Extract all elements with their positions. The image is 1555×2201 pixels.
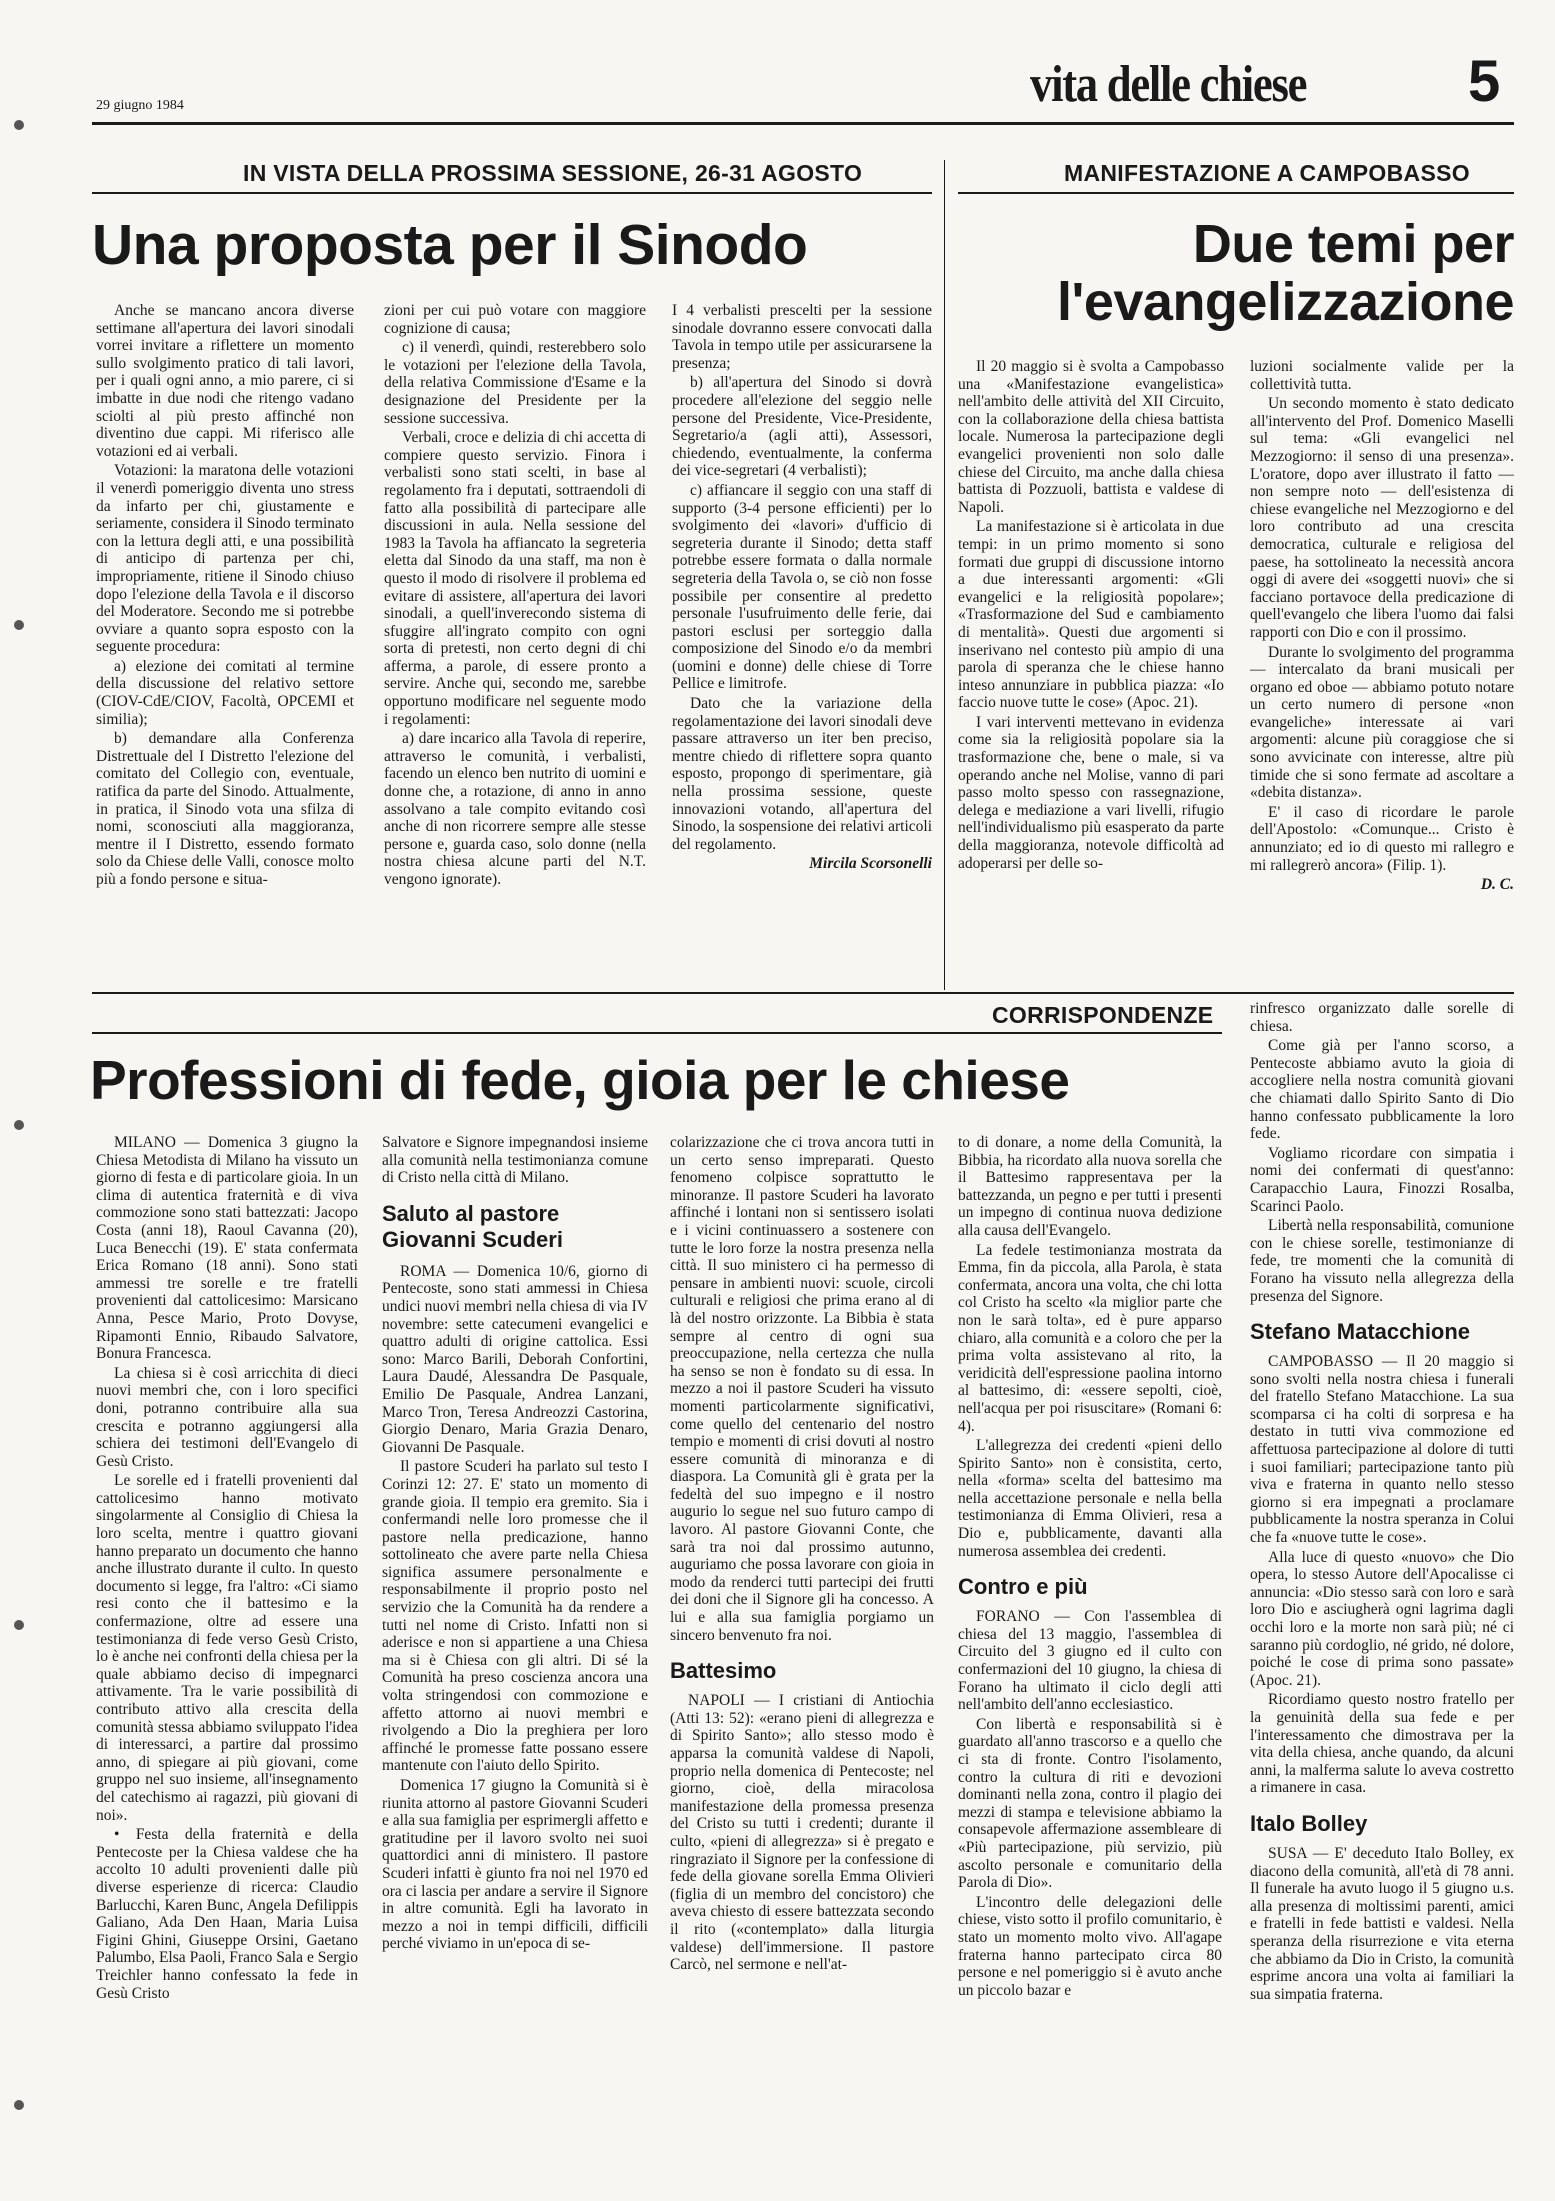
paragraph: I vari interventi mettevano in evidenza come sia la religiosità popolare sia la trasformazione che, bene o male, si va operando anche nel Molise, vanno di pari passo molto spesso con rassegnazione, delega e mediazione a vari livelli, rifugio nell'individualismo più esasperato da parte della maggioranza, notevole difficoltà ad adoperarsi per delle so- (958, 713, 1224, 872)
punch-hole (14, 620, 24, 630)
paragraph: rinfresco organizzato dalle sorelle di chiesa. (1250, 1000, 1514, 1035)
punch-hole (14, 120, 24, 130)
paragraph: a) elezione dei comitati al termine della discussione del relativo settore (CIOV-CdE/CIOV, Facoltà, OPCEMI et similia); (96, 657, 354, 728)
sinodo-column-1 (96, 302, 354, 986)
paragraph: Come già per l'anno scorso, a Pentecoste abbiamo avuto la gioia di accogliere nella nostra comunità giovani che chiamati dallo Spirito Santo di Dio hanno confessato pubblicamente la loro fede. (1250, 1037, 1514, 1143)
paragraph: Salvatore e Signore impegnandosi insieme alla comunità nella testimonianza comune di Cristo nella città di Milano. (382, 1134, 648, 1187)
campobasso-headline (1020, 215, 1514, 331)
kicker-rule (92, 1032, 1222, 1034)
page-number: 5 (1468, 49, 1501, 114)
paragraph: zioni per cui può votare con maggiore cognizione di causa; (384, 302, 646, 337)
paragraph: La manifestazione si è articolata in due tempi: in un primo momento si sono formati due gruppi di discussione intorno a due interessanti argomenti: «Gli evangelici e la religiosità popolare»; «Trasformazione del Sud e cambiamento di mentalità». Questi due argomenti si inserivano nel contesto più ampio di una parola di speranza che le chiese hanno inteso annunziare in pubblica piazza: «Io faccio nuove tutte le cose» (Apoc. 21). (958, 518, 1224, 712)
sinodo-headline: Una proposta per il Sinodo (92, 213, 808, 277)
paragraph: MILANO — Domenica 3 giugno la Chiesa Metodista di Milano ha vissuto un giorno di festa e di particolare gioia. In un clima di autentica fraternità e di viva commozione sono stati battezzati: Jacopo Costa (anni 18), Raoul Cavanna (20), Luca Benecchi (19). E' stata confermata Erica Romano (18 anni). Sono stati ammessi tre sorelle e tre fratelli provenienti dal cattolicesimo: Marsicano Anna, Pesce Mario, Proto Dovyse, Ripamonti Ennio, Ribaudo Salvatore, Bonura Francesca. (96, 1134, 358, 1363)
paragraph: Un secondo momento è stato dedicato all'intervento del Prof. Domenico Maselli sul tema: «Gli evangelici nel Mezzogiorno: il senso di una presenza». L'oratore, dopo aver illustrato il fatto — non sempre noto — dell'esistenza di chiese evangeliche nel Mezzogiorno e del loro contributo ad una crescita democratica, culturale e religiosa del paese, ha sottolineato la necessità ancora oggi di avere dei «soggetti nuovi» che si facciano portavoce della predicazione di quell'evangelo che libera l'uomo dai falsi rapporti con Dio e con il prossimo. (1250, 395, 1514, 641)
paragraph: luzioni socialmente valide per la collettività tutta. (1250, 358, 1514, 393)
paragraph: a) dare incarico alla Tavola di reperire, attraverso le comunità, i verbalisti, facendo un elenco ben nutrito di uomini e donne che, a rotazione, di anno in anno assolvano a tale compito evitando così anche di non ricorrere sempre alle stesse persone e, guarda caso, solo donne (nella nostra chiesa alcune parti del N.T. vengono ignorate). (384, 730, 646, 888)
campobasso-column-1 (958, 358, 1224, 986)
subheading: Battesimo (670, 1658, 777, 1684)
paragraph: Ricordiamo questo nostro fratello per la genuinità della sua fede e per l'interessamento che dimostrava per la vita della chiesa, anche quando, da alcuni anni, la malferma salute lo aveva costretto a rimanere in casa. (1250, 1691, 1514, 1797)
column-divider (944, 160, 945, 990)
punch-hole (14, 2100, 24, 2110)
sinodo-column-2 (384, 302, 646, 986)
paragraph: Alla luce di questo «nuovo» che Dio opera, lo stesso Autore dell'Apocalisse ci annuncia: «Dio stesso sarà con loro e sarà loro Dio e asciugherà ogni lagrima dagli occhi loro e la morte non sarà più; né ci saranno più cordoglio, né grido, né dolore, poiché le cose di prima sono passate» (Apoc. 21). (1250, 1548, 1514, 1689)
corr-column-5 (1250, 1000, 1514, 2186)
author-signature: Mircila Scorsonelli (809, 855, 932, 873)
paragraph: ROMA — Domenica 10/6, giorno di Pentecoste, sono stati ammessi in Chiesa undici nuovi membri nella chiesa di via IV novembre: sette catecumeni evangelici e quattro adulti di origine cattolica. Essi sono: Marco Barili, Deborah Confortini, Laura Daudé, Alessandra De Pasquale, Emilio De Pasquale, Andrea Lanzani, Marco Tron, Teresa Andreozzi Castorina, Giorgio Denaro, Maria Grazia Denaro, Giovanni De Pasquale. (382, 1262, 648, 1456)
paragraph: to di donare, a nome della Comunità, la Bibbia, ha ricordato alla nuova sorella che il Battesimo rappresentava per la battezzanda, un pegno e per tutti i presenti un impegno di continua nuova dedizione alla causa dell'Evangelo. (958, 1134, 1222, 1239)
corrispondenze-headline: Professioni di fede, gioia per le chiese (90, 1049, 1070, 1111)
sinodo-kicker: IN VISTA DELLA PROSSIMA SESSIONE, 26-31 AGOSTO (243, 160, 863, 186)
paragraph: c) affiancare il seggio con una staff di supporto (3-4 persone efficienti) per lo svolgimento dei «lavori» d'ufficio di segreteria durante il Sinodo; detta staff potrebbe essere formata o dalla normale segreteria della Tavola o, se ciò non fosse possibile per consentire al predetto personale l'usufruimento delle ferie, dai pastori esclusi per sorteggio dalla composizione del Sinodo e/o da membri (uomini e donne) delle chiese di Torre Pellice e limitrofe. (672, 481, 932, 693)
paragraph: CAMPOBASSO — Il 20 maggio si sono svolti nella nostra chiesa i funerali del fratello Stefano Matacchione. La sua scomparsa ci ha colti di sorpresa e ha destato in tutti viva commozione ed affettuosa partecipazione al dolore di tutti i suoi familiari; partecipazione tanto più viva e fraterna in quanto nello stesso giorno si era impegnati a proclamare pubblicamente la nostra speranza in Colui che fa «nuove tutte le cose». (1250, 1353, 1514, 1547)
corr-column-2 (382, 1134, 648, 2186)
paragraph: La chiesa si è così arricchita di dieci nuovi membri che, con i loro specifici doni, potranno contribuire alla sua crescita e potranno aggiungersi alla schiera dei testimoni dell'Evangelo di Gesù Cristo. (96, 1364, 358, 1470)
paragraph: Il pastore Scuderi ha parlato sul testo I Corinzi 12: 27. E' stato un momento di grande gioia. Il tempio era gremito. Sia i confermandi nelle loro promesse che il pastore nella predicazione, hanno sottolineato che avere parte nella Chiesa significa assumere personalmente e responsabilmente il proprio posto nel servizio che la Comunità ha da rendere a tutti nel nome di Cristo. Infatti non si aderisce e non si appartiene a una Chiesa ma si è Chiesa con gli altri. Di sé la Comunità ha preso coscienza ancora una volta stringendosi con commozione e affetto attorno ai nuovi membri e rivolgendo a Dio la preghiera per loro affinché le promesse fatte possano essere mantenute con l'aiuto dello Spirito. (382, 1458, 648, 1775)
corrispondenze-kicker: CORRISPONDENZE (992, 1002, 1214, 1028)
subheading: Italo Bolley (1250, 1810, 1368, 1836)
punch-hole (14, 1120, 24, 1130)
corr-column-4 (958, 1134, 1222, 2186)
paragraph: Dato che la variazione della regolamentazione dei lavori sinodali deve passare attraverso un iter ben preciso, mentre chiedo di riflettere sopra quanto esposto, propongo di sperimentare, già nella prossima sessione, queste innovazioni votando, all'apertura del Sinodo, la sospensione dei relativi articoli del regolamento. (672, 695, 932, 853)
paragraph: L'allegrezza dei credenti «pieni dello Spirito Santo» non è consistita, certo, nella «forma» scelta del battesimo ma nella accettazione personale e nella bella testimonianza di Emma Olivieri, resa a Dio e, pubblicamente, davanti alla numerosa assemblea dei credenti. (958, 1437, 1222, 1560)
paragraph: Il 20 maggio si è svolta a Campobasso una «Manifestazione evangelistica» nell'ambito delle attività del XII Circuito, con la collaborazione della chiesa battista locale. Numerosa la partecipazione degli evangelici provenienti non solo dalle chiese del Circuito, ma anche dalla chiesa battista di Pozzuoli, battista e valdese di Napoli. (958, 358, 1224, 516)
paragraph: Anche se mancano ancora diverse settimane all'apertura dei lavori sinodali vorrei invitare a riflettere un momento sullo svolgimento pratico di tali lavori, per i quali ogni anno, a mio parere, ci si imbatte in due nodi che ritengo vadano sciolti al più presto affinché non diventino due cappi. Mi riferisco alle votazioni ed ai verbali. (96, 302, 354, 460)
headline-line: Due temi per (1192, 214, 1514, 274)
punch-hole (14, 1620, 24, 1630)
kicker-rule (958, 192, 1514, 194)
paragraph: b) demandare alla Conferenza Distrettuale del I Distretto l'elezione del comitato del Collegio con, eventuale, ratifica da parte del Sinodo. Attualmente, in pratica, il Sinodo vota una sfilza di nomi, sconosciuti alla maggioranza, mentre il I Distretto, essendo formato solo da Chiese delle Valli, conosce molto più a fondo persone e situa- (96, 730, 354, 888)
paragraph: Le sorelle ed i fratelli provenienti dal cattolicesimo hanno motivato singolarmente al Consiglio di Chiesa la loro scelta, mentre i quattro giovani hanno preparato un documento che hanno anche illustrato durante il culto. In questo documento si legge, fra l'altro: «Ci siamo resi conto che il battesimo e la confermazione, oltre ad essere una testimonianza di fede verso Gesù Cristo, lo è anche nei confronti della chiesa per la quale abbiamo deciso di impegnarci attivamente. Tra le varie possibilità di contributo attivo alla crescita della comunità stessa abbiamo sviluppato l'idea di interessarci, a partire dal prossimo anno, di spiegare ai più giovani, come gruppo nel suo insieme, all'insegnamento del catechismo ai ragazzi, più giovani di noi». (96, 1472, 358, 1824)
paragraph: Durante lo svolgimento del programma — intercalato da brani musicali per organo ed oboe — abbiamo potuto notare un certo numero di persone «non evangeliche» interessate ai vari argomenti: alcune più coraggiose che si sono avvicinate con interesse, altre più timide che si sono fermate ad ascoltare a «debita distanza». (1250, 643, 1514, 802)
paragraph: L'incontro delle delegazioni delle chiese, visto sotto il profilo comunitario, è stato un momento molto vivo. All'agape fraterna hanno partecipato circa 80 persone e nel pomeriggio si è avuto anche un piccolo bazar e (958, 1893, 1222, 1999)
paragraph: Domenica 17 giugno la Comunità si è riunita attorno al pastore Giovanni Scuderi e alla sua famiglia per esprimergli affetto e gratitudine per il lavoro svolto nei suoi quattordici anni di ministero. Il pastore Scuderi infatti è giunto fra noi nel 1970 ed ora ci lascia per andare a servire il Signore in altre comunità. Egli ha lavorato in mezzo a noi in tempi difficili, difficili perché viviamo in un'epoca di se- (382, 1777, 648, 1953)
issue-date: 29 giugno 1984 (96, 98, 184, 113)
paragraph: NAPOLI — I cristiani di Antiochia (Atti 13: 52): «erano pieni di allegrezza e di Spirito Santo»; allo stesso modo è apparsa la comunità valdese di Napoli, proprio nella domenica di Pentecoste; nel giorno, cioè, della miracolosa manifestazione della promessa presenza del Cristo su tutti i credenti; durante il culto, «pieni di allegrezza» si è pregato e ringraziato il Signore per la confessione di fede della giovane sorella Emma Olivieri (figlia di un membro del concistoro) che aveva chiesto di essere battezzata secondo il rito («contemplato» dalla liturgia valdese) dell'immersione. Il pastore Carcò, nel sermone e nell'at- (670, 1692, 934, 1974)
paragraph: I 4 verbalisti prescelti per la sessione sinodale dovranno essere convocati dalla Tavola in tempo utile per assicurarsene la presenza; (672, 302, 932, 372)
section-rule (92, 992, 1514, 994)
paragraph: Votazioni: la maratona delle votazioni il venerdì pomeriggio diventa uno stress da infarto per chi, giustamente e seriamente, considera il Sinodo terminato con la lettura degli atti, e una possibilità di anticipo di partenza per chi, impropriamente, ritiene il Sinodo chiuso dopo l'elezione della Tavola e il discorso del Moderatore. Secondo me si potrebbe ovviare a quanto sopra esposto con la seguente procedura: (96, 462, 354, 656)
paragraph: FORANO — Con l'assemblea di chiesa del 13 maggio, l'assemblea di Circuito del 3 giugno ed il culto con confermazioni del 10 giugno, la chiesa di Forano ha ultimato il ciclo degli atti nell'ambito dell'anno ecclesiastico. (958, 1608, 1222, 1714)
paragraph: E' il caso di ricordare le parole dell'Apostolo: «Comunque... Cristo è annunziato; ed io di questo mi rallegro e mi rallegrerò ancora» (Filip. 1). (1250, 803, 1514, 874)
campobasso-column-2 (1250, 358, 1514, 986)
corr-column-3 (670, 1134, 934, 2186)
paragraph: La fedele testimonianza mostrata da Emma, fin da piccola, alla Parola, è stata confermata, ancora una volta, che chi lotta col Cristo ha scelto «la miglior parte che non le sarà tolta», ed è pure apparso chiaro, alla comunità e a coloro che per la prima volta assistevano al rito, la veridicità dell'espressione paolina intorno al battesimo, di: «essere sepolti, cioè, nell'acqua per poi risuscitare» (Romani 6: 4). (958, 1241, 1222, 1435)
section-title: vita delle chiese (1030, 56, 1307, 113)
paragraph: Libertà nella responsabilità, comunione con le chiese sorelle, testimonianze di fede, tre momenti che la comunità di Forano ha vissuto nella allegrezza della presenza del Signore. (1250, 1217, 1514, 1305)
subheading: Contro e più (958, 1574, 1088, 1600)
paragraph: c) il venerdì, quindi, resterebbero solo le votazioni per l'elezione della Tavola, della relativa Commissione d'Esame e la designazione del Presidente per la sessione successiva. (384, 339, 646, 427)
paragraph: Vogliamo ricordare con simpatia i nomi dei confermati di quest'anno: Carapacchio Laura, Finozzi Rosalba, Scarinci Paolo. (1250, 1144, 1514, 1215)
paragraph: colarizzazione che ci trova ancora tutti in un certo senso impreparati. Questo fenomeno colpisce soprattutto le minoranze. Il pastore Scuderi ha lavorato affinché i lontani non si sentissero isolati e i vicini continuassero a sostenere con tutte le loro forze la nostra presenza nella città. Il suo ministero ci ha permesso di pensare in ambienti nuovi: scuole, circoli culturali e religiosi che prima erano al di là del nostro orizzonte. La Bibbia è stata sempre al centro di ogni sua preoccupazione, nella certezza che nulla ha senso se non è fondato su di essa. In mezzo a noi il pastore Scuderi ha vissuto momenti particolarmente significativi, come quello del centenario del nostro tempio e momenti di crisi dovuti al nostro essere comunità di minoranza e di diaspora. La Comunità gli è grata per la fedeltà del suo impegno e il nostro augurio lo segue nel suo futuro campo di lavoro. Al pastore Giovanni Conte, che sarà tra noi dal prossimo autunno, auguriamo che possa lavorare con gioia in modo da renderci tutti partecipi dei frutti dei doni che il Signore gli ha concesso. A lui e alla sua famiglia porgiamo un sincero benvenuto fra noi. (670, 1134, 934, 1644)
paragraph: • Festa della fraternità e della Pentecoste per la Chiesa valdese che ha accolto 10 adulti provenienti dalle più diverse esperienze di ricerca: Claudio Barlucchi, Karen Bunc, Angela Defilippis Galiano, Ada Den Haan, Maria Luisa Figini Ghini, Giuseppe Orsini, Gaetano Palumbo, Elsa Paoli, Franco Sala e Sergio Treichler hanno confessato la fede in Gesù Cristo (96, 1826, 358, 2002)
paragraph: b) all'apertura del Sinodo si dovrà procedere all'elezione del seggio nelle persone del Presidente, Vice-Presidente, Segretario/a (agli atti), Assessori, chiedendo, eventualmente, la conferma dei vice-segretari (4 verbalisti); (672, 374, 932, 480)
kicker-rule (92, 192, 932, 194)
paragraph: Verbali, croce e delizia di chi accetta di compiere questo servizio. Finora i verbalisti sono stati scelti, in base al regolamento fra i deputati, sottraendoli di fatto alla possibilità di partecipare alle discussioni in aula. Nella sessione del 1983 la Tavola ha affiancato la segreteria eletta dal Sinodo da una staff, ma non è questo il modo di risolvere il problema ed evitare di assistere, all'apertura dei lavori sinodali, a quell'inverecondo sistema di sfuggire all'ingrato compito con ogni sorta di pretesti, non certo degni di chi afferma, a parole, di essere pronto a servire. Anche qui, secondo me, sarebbe opportuno modificare nel seguente modo i regolamenti: (384, 429, 646, 728)
corr-column-1 (96, 1134, 358, 2186)
subheading: Saluto al pastore Giovanni Scuderi (382, 1200, 563, 1252)
masthead-rule (92, 122, 1514, 125)
campobasso-kicker: MANIFESTAZIONE A CAMPOBASSO (1064, 160, 1470, 186)
headline-line: l'evangelizzazione (1057, 272, 1514, 332)
paragraph: Con libertà e responsabilità si è guardato all'anno trascorso e a quello che ci sta di fronte. Contro l'isolamento, contro la cultura di riti e devozioni dominanti nella zona, contro il plagio dei mezzi di stampa e televisione abbiamo la consapevole affermazione assembleare di «Più partecipazione, più servizio, più ascolto personale e comunitario della Parola di Dio». (958, 1715, 1222, 1892)
paragraph: SUSA — E' deceduto Italo Bolley, ex diacono della comunità, all'età di 78 anni. Il funerale ha avuto luogo il 5 giugno u.s. alla presenza di moltissimi parenti, amici e fratelli in fede battisti e valdesi. Nella speranza della risurrezione e vita eterna che abbiamo da Dio in Cristo, la comunità esprime ancora una volta ai familiari la sua simpatia fraterna. (1250, 1844, 1514, 2003)
sinodo-column-3 (672, 302, 932, 986)
author-signature: D. C. (1480, 876, 1514, 894)
subheading: Stefano Matacchione (1250, 1319, 1471, 1345)
